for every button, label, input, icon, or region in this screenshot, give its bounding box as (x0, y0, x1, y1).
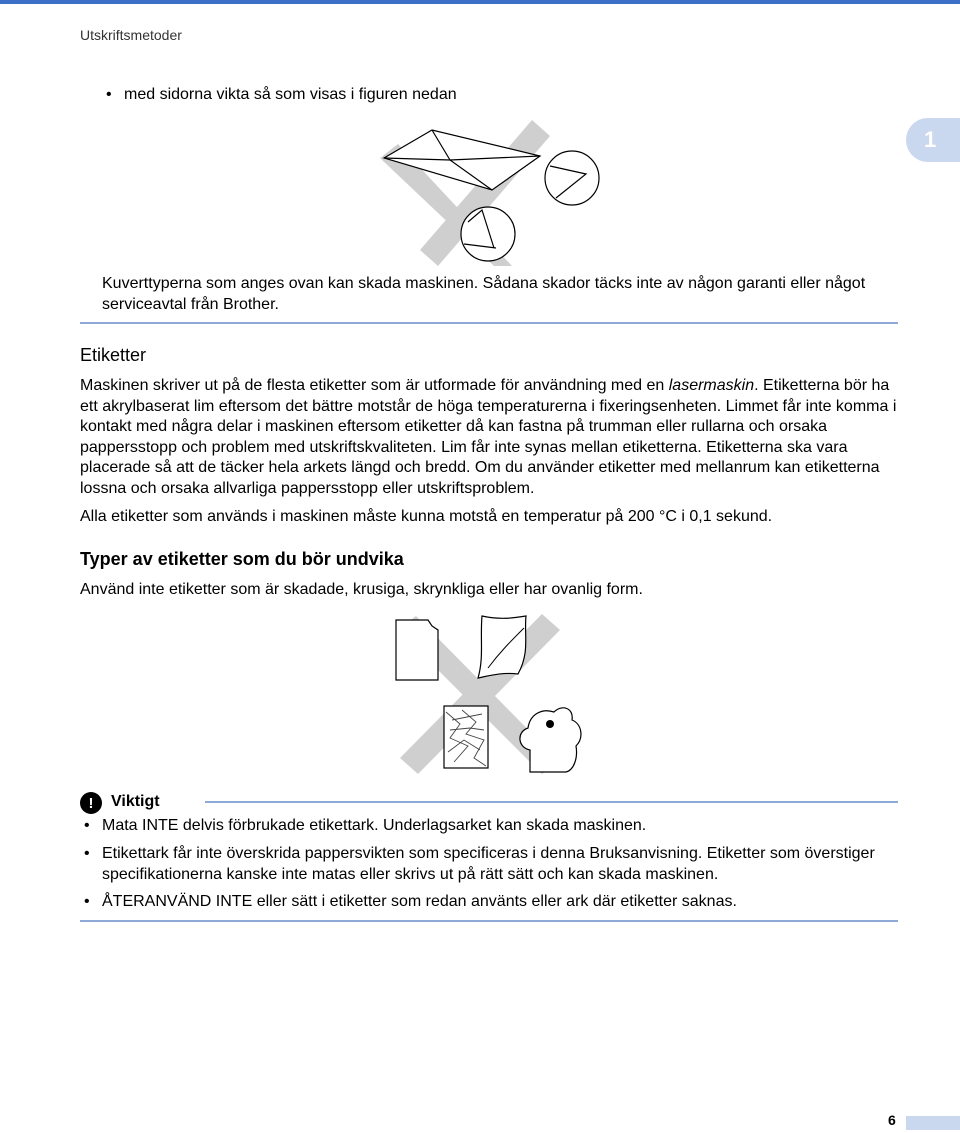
bullet-dot: • (84, 817, 90, 834)
page-number-tab (906, 1116, 960, 1130)
running-header: Utskriftsmetoder (80, 27, 182, 43)
detail-circle-right (545, 151, 599, 205)
torn-sheet (396, 620, 438, 680)
important-notice (80, 792, 898, 814)
labels-paragraph (80, 376, 900, 499)
important-label: Viktigt (111, 793, 160, 810)
chapter-number: 1 (924, 127, 937, 152)
odd-shape-label (520, 708, 581, 772)
labels-heading: Etiketter (80, 345, 147, 365)
envelope-warning: Kuverttyperna som anges ovan kan skada maskinen. Sådana skador täcks inte av någon garanti eller något serviceavtal från Brother. (102, 275, 866, 313)
bullet-dot: • (84, 893, 90, 910)
avoid-text: Använd inte etiketter som är skadade, krusiga, skrynkliga eller har ovanlig form. (80, 581, 643, 598)
labels-para-emphasis: lasermaskin (668, 377, 755, 394)
top-accent-line (0, 0, 960, 4)
avoid-heading: Typer av etiketter som du bör undvika (80, 549, 404, 569)
labels-para-start: Maskinen skriver ut på de flesta etiketter som är utformade för användning med en (80, 377, 669, 394)
important-item-text: Mata INTE delvis förbrukade etikettark. Underlagsarket kan skada maskinen. (102, 817, 647, 834)
folded-envelopes-figure (372, 118, 612, 268)
important-end-rule (80, 920, 898, 922)
page-number: 6 (888, 1112, 896, 1128)
intro-bullet-text: med sidorna vikta så som visas i figuren nedan (124, 86, 457, 103)
bullet-dot: • (106, 86, 112, 103)
temperature-paragraph: Alla etiketter som används i maskinen måste kunna motstå en temperatur på 200 °C i 0,1 sekund. (80, 508, 773, 525)
bullet-dot: • (84, 845, 90, 862)
important-item-text: Etikettark får inte överskrida pappersvikten som specificeras i denna Bruksanvisning. Etiketter som överstiger specifikationerna kanske inte matas eller skrivs ut på rätt sätt och kan skada maskinen. (102, 845, 875, 883)
section-divider (80, 322, 898, 324)
wrinkled-sheet (444, 706, 488, 768)
damaged-labels-figure (390, 612, 590, 777)
important-item-text: ÅTERANVÄND INTE eller sätt i etiketter som redan använts eller ark där etiketter saknas. (102, 893, 737, 910)
curled-sheet (478, 616, 526, 678)
intro-bullet (106, 86, 457, 104)
labels-para-rest: . Etiketterna bör ha ett akrylbaserat lim eftersom det bättre motstår de höga temperaturerna i fixeringsenheten. Limmet får inte komma i kontakt med några delar i maskinen eftersom etiketter då kan fastna på trumman eller rullarna och orsaka pappersstopp och problem med utskriftskvaliteten. Lim får inte synas mellan etiketterna. Etiketterna ska vara placerade så att de täcker hela arkets längd och bredd. Om du använder etiketter med mellanrum kan etiketterna lossna och orsaka allvarliga pappersstopp eller utskriftsproblem. (80, 377, 897, 497)
important-rule (205, 801, 898, 803)
warning-exclamation-icon: ! (80, 792, 102, 814)
chapter-tab (906, 118, 960, 162)
detail-circle-left (461, 207, 515, 261)
